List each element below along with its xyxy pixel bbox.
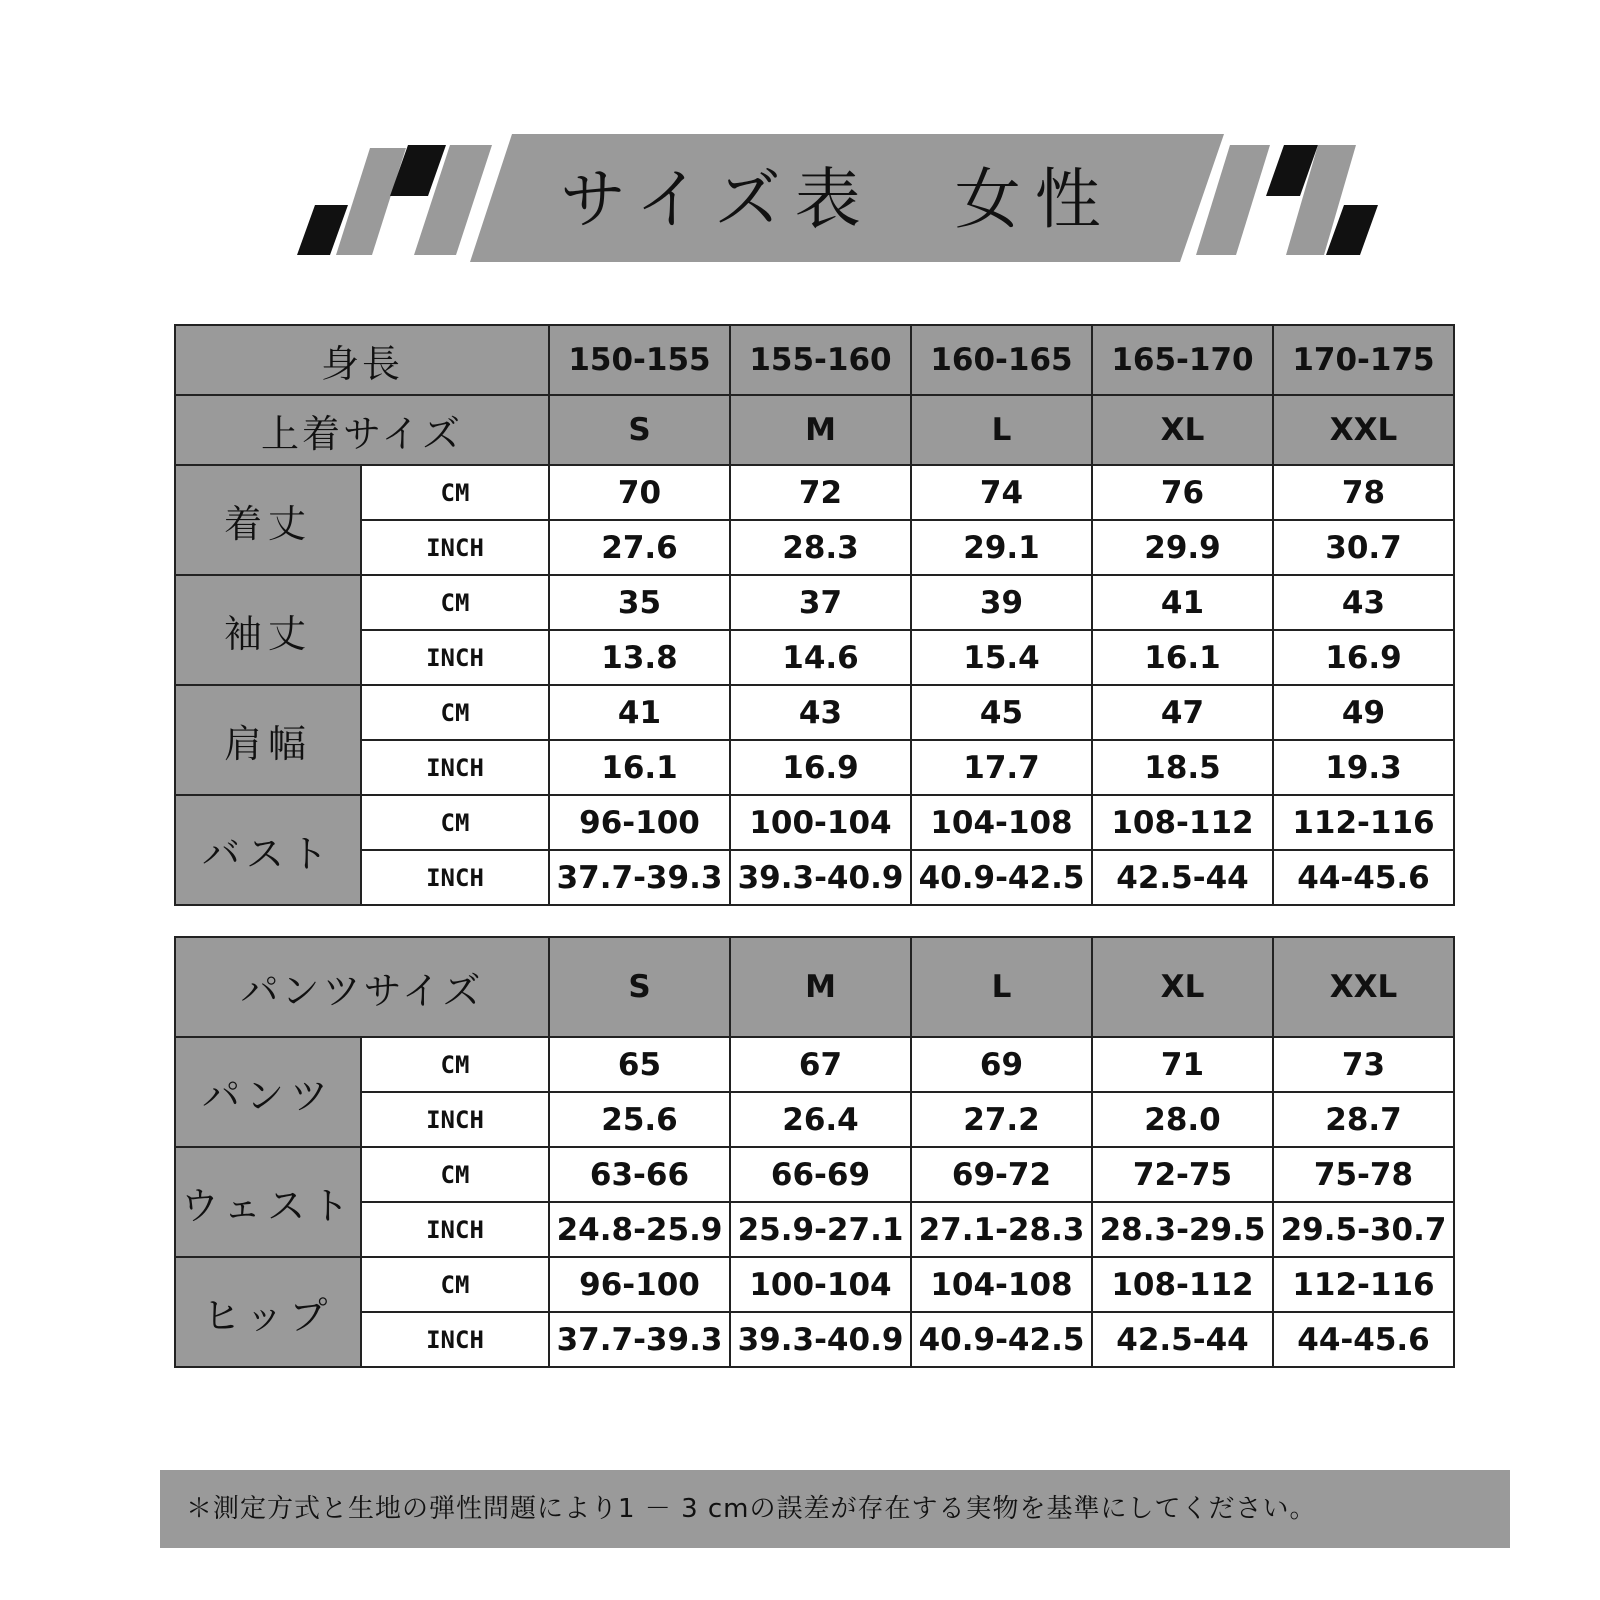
measurement-label: 肩幅 <box>175 685 361 795</box>
table-cell: 28.3-29.5 <box>1092 1202 1273 1257</box>
table-row <box>175 740 1454 795</box>
pants-size-row <box>175 937 1454 1037</box>
table-cell: 28.0 <box>1092 1092 1273 1147</box>
measurement-note: ＊測定方式と生地の弾性問題により1 － 3 cmの誤差が存在する実物を基準にしてください。 <box>160 1470 1510 1548</box>
height-label: 身長 <box>175 325 549 395</box>
banner-stripe-gray-left-1 <box>336 148 406 255</box>
measurement-label: ヒップ <box>175 1257 361 1367</box>
table-cell: 49 <box>1273 685 1454 740</box>
table-cell: 35 <box>549 575 730 630</box>
table-cell: 42.5-44 <box>1092 850 1273 905</box>
table-cell: 72-75 <box>1092 1147 1273 1202</box>
measurement-label: バスト <box>175 795 361 905</box>
table-cell: 30.7 <box>1273 520 1454 575</box>
top-size-label: 上着サイズ <box>175 395 549 465</box>
table-cell: 71 <box>1092 1037 1273 1092</box>
table-cell: 69 <box>911 1037 1092 1092</box>
table-cell: 104-108 <box>911 1257 1092 1312</box>
size-value: XL <box>1092 395 1273 465</box>
table-cell: 112-116 <box>1273 1257 1454 1312</box>
table-cell: 70 <box>549 465 730 520</box>
table-cell: 44-45.6 <box>1273 1312 1454 1367</box>
table-cell: 96-100 <box>549 795 730 850</box>
table-cell: 75-78 <box>1273 1147 1454 1202</box>
table-cell: 15.4 <box>911 630 1092 685</box>
height-value: 170-175 <box>1273 325 1454 395</box>
height-value: 155-160 <box>730 325 911 395</box>
unit-label: CM <box>361 1257 549 1312</box>
size-value: L <box>911 395 1092 465</box>
table-row <box>175 795 1454 850</box>
measurement-label: 着丈 <box>175 465 361 575</box>
table-cell: 42.5-44 <box>1092 1312 1273 1367</box>
table-cell: 45 <box>911 685 1092 740</box>
table-row <box>175 520 1454 575</box>
table-cell: 29.1 <box>911 520 1092 575</box>
table-cell: 27.2 <box>911 1092 1092 1147</box>
table-cell: 39 <box>911 575 1092 630</box>
table-row <box>175 1312 1454 1367</box>
table-cell: 100-104 <box>730 795 911 850</box>
table-cell: 27.6 <box>549 520 730 575</box>
table-cell: 13.8 <box>549 630 730 685</box>
table-cell: 25.9-27.1 <box>730 1202 911 1257</box>
table-cell: 28.3 <box>730 520 911 575</box>
table-cell: 16.1 <box>549 740 730 795</box>
table-cell: 29.9 <box>1092 520 1273 575</box>
table-cell: 67 <box>730 1037 911 1092</box>
table-cell: 37.7-39.3 <box>549 850 730 905</box>
table-cell: 16.9 <box>730 740 911 795</box>
table-cell: 41 <box>549 685 730 740</box>
unit-label: INCH <box>361 1092 549 1147</box>
table-cell: 29.5-30.7 <box>1273 1202 1454 1257</box>
unit-label: CM <box>361 465 549 520</box>
unit-label: CM <box>361 685 549 740</box>
measurement-label: パンツ <box>175 1037 361 1147</box>
table-cell: 72 <box>730 465 911 520</box>
table-row <box>175 1257 1454 1312</box>
table-cell: 74 <box>911 465 1092 520</box>
measurement-label: ウェスト <box>175 1147 361 1257</box>
table-cell: 69-72 <box>911 1147 1092 1202</box>
table-cell: 108-112 <box>1092 1257 1273 1312</box>
size-value: L <box>911 937 1092 1037</box>
table-row <box>175 575 1454 630</box>
unit-label: INCH <box>361 520 549 575</box>
height-value: 165-170 <box>1092 325 1273 395</box>
table-row <box>175 1037 1454 1092</box>
table-cell: 16.1 <box>1092 630 1273 685</box>
table-cell: 100-104 <box>730 1257 911 1312</box>
table-cell: 43 <box>1273 575 1454 630</box>
height-row <box>175 325 1454 395</box>
bottom-size-table <box>174 936 1455 1368</box>
size-value: S <box>549 937 730 1037</box>
table-cell: 27.1-28.3 <box>911 1202 1092 1257</box>
unit-label: INCH <box>361 1312 549 1367</box>
table-cell: 65 <box>549 1037 730 1092</box>
unit-label: CM <box>361 575 549 630</box>
table-row <box>175 685 1454 740</box>
unit-label: INCH <box>361 630 549 685</box>
table-cell: 47 <box>1092 685 1273 740</box>
table-cell: 39.3-40.9 <box>730 1312 911 1367</box>
table-cell: 96-100 <box>549 1257 730 1312</box>
table-cell: 108-112 <box>1092 795 1273 850</box>
size-value: XXL <box>1273 937 1454 1037</box>
unit-label: CM <box>361 795 549 850</box>
size-value: XXL <box>1273 395 1454 465</box>
table-cell: 78 <box>1273 465 1454 520</box>
table-cell: 24.8-25.9 <box>549 1202 730 1257</box>
unit-label: INCH <box>361 850 549 905</box>
top-size-table <box>174 324 1455 906</box>
table-row <box>175 465 1454 520</box>
table-row <box>175 1202 1454 1257</box>
title-banner <box>0 0 1600 300</box>
table-cell: 39.3-40.9 <box>730 850 911 905</box>
table-cell: 26.4 <box>730 1092 911 1147</box>
table-cell: 40.9-42.5 <box>911 1312 1092 1367</box>
table-cell: 17.7 <box>911 740 1092 795</box>
table-cell: 66-69 <box>730 1147 911 1202</box>
size-value: XL <box>1092 937 1273 1037</box>
size-value: M <box>730 937 911 1037</box>
table-row <box>175 1092 1454 1147</box>
page-title: サイズ表 女性 <box>560 161 1115 238</box>
table-cell: 104-108 <box>911 795 1092 850</box>
size-value: S <box>549 395 730 465</box>
unit-label: INCH <box>361 740 549 795</box>
table-cell: 19.3 <box>1273 740 1454 795</box>
unit-label: CM <box>361 1147 549 1202</box>
table-row <box>175 630 1454 685</box>
table-cell: 112-116 <box>1273 795 1454 850</box>
table-cell: 63-66 <box>549 1147 730 1202</box>
table-cell: 73 <box>1273 1037 1454 1092</box>
table-cell: 25.6 <box>549 1092 730 1147</box>
unit-label: INCH <box>361 1202 549 1257</box>
table-cell: 76 <box>1092 465 1273 520</box>
table-cell: 44-45.6 <box>1273 850 1454 905</box>
height-value: 150-155 <box>549 325 730 395</box>
height-value: 160-165 <box>911 325 1092 395</box>
table-cell: 28.7 <box>1273 1092 1454 1147</box>
pants-size-label: パンツサイズ <box>175 937 549 1037</box>
table-cell: 16.9 <box>1273 630 1454 685</box>
table-cell: 37 <box>730 575 911 630</box>
table-cell: 14.6 <box>730 630 911 685</box>
measurement-label: 袖丈 <box>175 575 361 685</box>
top-size-row <box>175 395 1454 465</box>
table-cell: 18.5 <box>1092 740 1273 795</box>
table-row <box>175 850 1454 905</box>
table-cell: 43 <box>730 685 911 740</box>
table-row <box>175 1147 1454 1202</box>
table-cell: 40.9-42.5 <box>911 850 1092 905</box>
table-cell: 41 <box>1092 575 1273 630</box>
unit-label: CM <box>361 1037 549 1092</box>
size-value: M <box>730 395 911 465</box>
table-cell: 37.7-39.3 <box>549 1312 730 1367</box>
